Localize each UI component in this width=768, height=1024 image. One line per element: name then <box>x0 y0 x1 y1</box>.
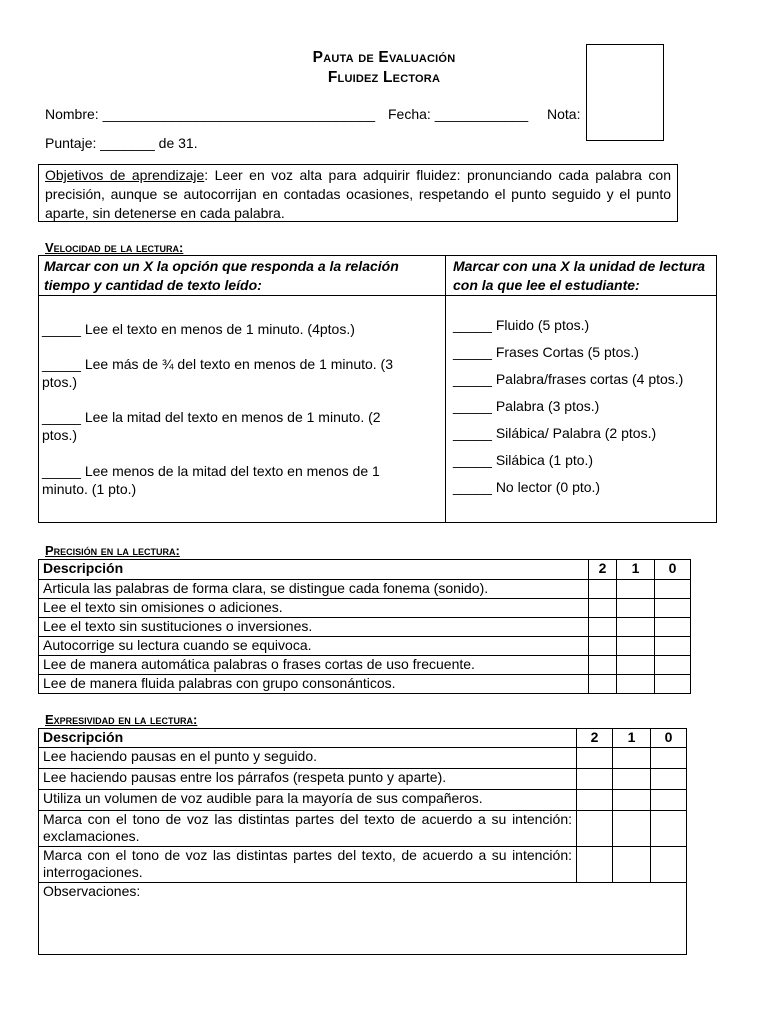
table-row <box>39 847 687 883</box>
velocidad-option[interactable]: _____ Lee el texto en menos de 1 minuto. (4ptos.) <box>42 321 355 337</box>
score-cell[interactable] <box>589 580 617 599</box>
expresividad-row-desc: Utiliza un volumen de voz audible para la mayoría de sus compañeros. <box>39 790 577 811</box>
expresividad-col-descripcion: Descripción <box>39 729 577 748</box>
precision-row-desc: Articula las palabras de forma clara, se distingue cada fonema (sonido). <box>39 580 589 599</box>
score-cell[interactable] <box>651 748 687 769</box>
score-cell[interactable] <box>577 790 613 811</box>
puntaje-field[interactable]: Puntaje: _______ de 31. <box>45 135 198 151</box>
score-cell[interactable] <box>617 599 655 618</box>
observaciones-label: Observaciones: <box>43 883 141 899</box>
unidad-option[interactable]: _____ Palabra (3 ptos.) <box>453 398 600 414</box>
table-row <box>39 790 687 811</box>
score-cell[interactable] <box>589 618 617 637</box>
objetivos-label: Objetivos de aprendizaje <box>45 167 205 183</box>
score-cell[interactable] <box>589 656 617 675</box>
expresividad-section-title: Expresividad en la lectura: <box>45 712 198 727</box>
table-row <box>39 769 687 790</box>
unidad-option[interactable]: _____ Palabra/frases cortas (4 ptos.) <box>453 371 684 387</box>
score-cell[interactable] <box>655 637 691 656</box>
precision-row-desc: Lee el texto sin sustituciones o inversiones. <box>39 618 589 637</box>
score-cell[interactable] <box>655 580 691 599</box>
expresividad-row-desc: Lee haciendo pausas entre los párrafos (respeta punto y aparte). <box>39 769 577 790</box>
precision-col-2: 2 <box>589 560 617 580</box>
score-cell[interactable] <box>651 847 687 883</box>
table-row <box>39 675 691 694</box>
score-cell[interactable] <box>613 811 651 847</box>
observaciones-field[interactable] <box>39 883 687 955</box>
score-cell[interactable] <box>589 675 617 694</box>
expresividad-row-desc: Marca con el tono de voz las distintas partes del texto de acuerdo a su intención: exclamaciones. <box>39 811 577 847</box>
nota-label: Nota: <box>547 106 581 122</box>
nota-box[interactable] <box>586 44 664 141</box>
score-cell[interactable] <box>577 769 613 790</box>
score-cell[interactable] <box>577 811 613 847</box>
score-cell[interactable] <box>655 656 691 675</box>
score-cell[interactable] <box>577 847 613 883</box>
expresividad-row-desc: Marca con el tono de voz las distintas partes del texto, de acuerdo a su intención: interrogaciones. <box>39 847 577 883</box>
velocidad-section-title: Velocidad de la lectura: <box>45 240 184 255</box>
velocidad-left-header: Marcar con un X la opción que responda a la relación tiempo y cantidad de texto leído: <box>44 258 399 293</box>
table-row <box>39 748 687 769</box>
score-cell[interactable] <box>617 580 655 599</box>
score-cell[interactable] <box>589 637 617 656</box>
score-cell[interactable] <box>589 599 617 618</box>
score-cell[interactable] <box>655 675 691 694</box>
page-title-line2: Fluidez Lectora <box>327 69 441 86</box>
unidad-option[interactable]: _____ Fluido (5 ptos.) <box>453 317 590 333</box>
score-cell[interactable] <box>613 847 651 883</box>
score-cell[interactable] <box>617 618 655 637</box>
nombre-field[interactable]: Nombre: ___________________________________ <box>45 106 376 122</box>
unidad-option[interactable]: _____ Silábica (1 pto.) <box>453 452 594 468</box>
score-cell[interactable] <box>613 790 651 811</box>
table-row <box>39 637 691 656</box>
objetivos-text: : Leer en voz alta para adquirir fluidez: pronunciando cada palabra con precisión, aunque se autocorrijan en contadas ocasiones, respetando el punto seguido y el punto aparte, sin detenerse en cada palabra. <box>45 167 671 221</box>
score-cell[interactable] <box>651 811 687 847</box>
precision-row-desc: Lee el texto sin omisiones o adiciones. <box>39 599 589 618</box>
precision-row-desc: Autocorrige su lectura cuando se equivoca. <box>39 637 589 656</box>
table-row <box>39 618 691 637</box>
precision-row-desc: Lee de manera fluida palabras con grupo consonánticos. <box>39 675 589 694</box>
velocidad-option[interactable]: _____ Lee la mitad del texto en menos de 1 minuto. (2 ptos.) <box>42 409 381 443</box>
page-title-line1: Pauta de Evaluación <box>312 49 456 66</box>
unidad-option[interactable]: _____ No lector (0 pto.) <box>453 479 601 495</box>
score-cell[interactable] <box>655 599 691 618</box>
score-cell[interactable] <box>613 748 651 769</box>
precision-col-0: 0 <box>655 560 691 580</box>
velocidad-option[interactable]: _____ Lee más de ¾ del texto en menos de 1 minuto. (3 ptos.) <box>42 356 394 390</box>
score-cell[interactable] <box>651 790 687 811</box>
expresividad-row-desc: Lee haciendo pausas en el punto y seguido. <box>39 748 577 769</box>
score-cell[interactable] <box>617 675 655 694</box>
expresividad-col-0: 0 <box>651 729 687 748</box>
precision-col-descripcion: Descripción <box>39 560 589 580</box>
score-cell[interactable] <box>577 748 613 769</box>
velocidad-option[interactable]: _____ Lee menos de la mitad del texto en menos de 1 minuto. (1 pto.) <box>42 463 380 497</box>
score-cell[interactable] <box>651 769 687 790</box>
objetivos-box <box>38 164 678 222</box>
unidad-option[interactable]: _____ Silábica/ Palabra (2 ptos.) <box>453 425 657 441</box>
expresividad-table <box>38 728 687 955</box>
table-row <box>39 599 691 618</box>
table-row <box>39 580 691 599</box>
expresividad-col-1: 1 <box>613 729 651 748</box>
fecha-field[interactable]: Fecha: ____________ <box>388 106 529 122</box>
precision-section-title: Precisión en la lectura: <box>45 543 180 558</box>
expresividad-col-2: 2 <box>577 729 613 748</box>
precision-col-1: 1 <box>617 560 655 580</box>
table-row <box>39 656 691 675</box>
score-cell[interactable] <box>617 656 655 675</box>
score-cell[interactable] <box>613 769 651 790</box>
velocidad-table <box>38 255 717 523</box>
precision-row-desc: Lee de manera automática palabras o frases cortas de uso frecuente. <box>39 656 589 675</box>
score-cell[interactable] <box>655 618 691 637</box>
score-cell[interactable] <box>617 637 655 656</box>
unidad-option[interactable]: _____ Frases Cortas (5 ptos.) <box>453 344 639 360</box>
velocidad-right-header: Marcar con una X la unidad de lectura con la que lee el estudiante: <box>453 258 706 293</box>
precision-table <box>38 559 691 694</box>
table-row <box>39 811 687 847</box>
